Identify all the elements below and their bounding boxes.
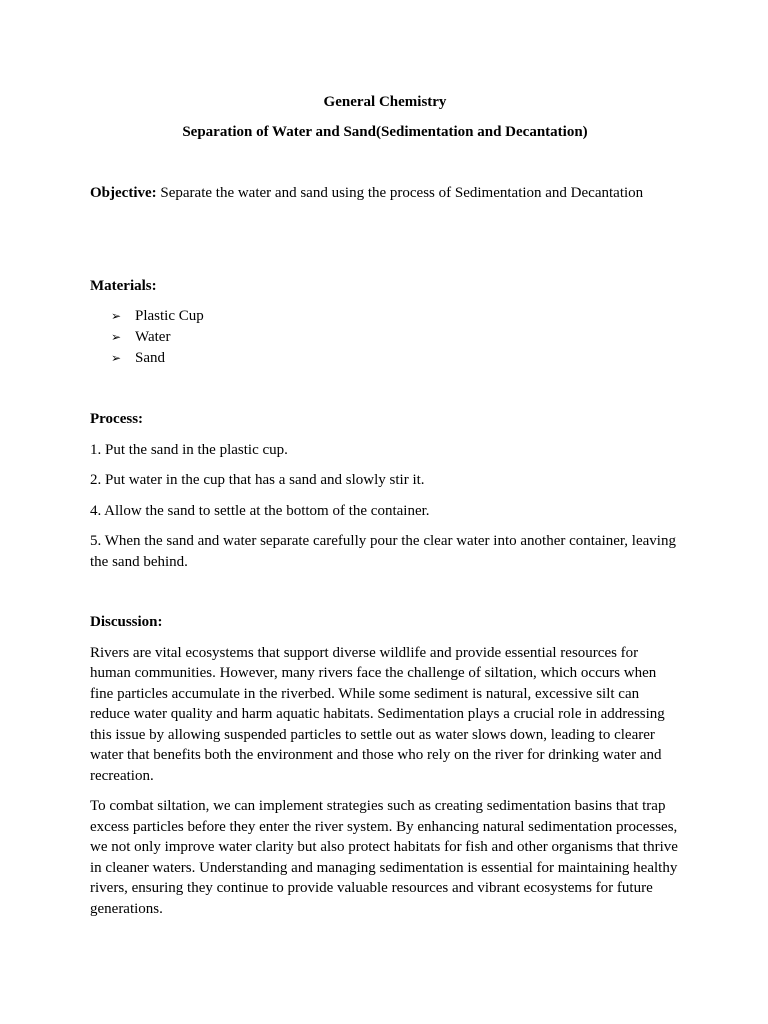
discussion-paragraph: To combat siltation, we can implement strategies such as creating sedimentation basins that trap excess particles before they enter the river system. By enhancing natural sedimentation processes, we not only improve water clarity but also protect habitats for fish and other organisms that thrive in cleaner waters. Understanding and managing sedimentation is essential for maintaining healthy rivers, ensuring they continue to provide valuable resources and vibrant ecosystems for future generations. (90, 798, 678, 917)
arrow-bullet-icon: ➢ (111, 309, 122, 323)
process-step: 4. Allow the sand to settle at the bottom of the container. (90, 502, 430, 519)
document-title: General Chemistry (323, 94, 447, 110)
material-item-label: Sand (135, 349, 165, 366)
process-heading: Process: (90, 411, 144, 428)
objective-text: Separate the water and sand using the process of Sedimentation and Decantation (156, 185, 644, 201)
process-step: 1. Put the sand in the plastic cup. (90, 441, 288, 458)
arrow-bullet-icon: ➢ (111, 329, 122, 344)
document-content (90, 92, 680, 919)
arrow-bullet-icon: ➢ (111, 350, 122, 365)
objective-paragraph (90, 183, 680, 204)
material-item-label: Water (135, 328, 171, 345)
discussion-paragraph: Rivers are vital ecosystems that support diverse wildlife and provide essential resources for human communities. However, many rivers face the challenge of siltation, which occurs when fine particles accumulate in the riverbed. While some sediment is natural, excessive silt can reduce water quality and harm aquatic habitats. Sedimentation plays a crucial role in addressing this issue by allowing suspended particles to settle out as water slows down, leading to clearer water that benefits both the environment and those who rely on the river for drinking water and recreation. (90, 644, 665, 784)
materials-heading: Materials: (90, 277, 157, 294)
objective-label: Objective: (90, 185, 157, 201)
document-subtitle: Separation of Water and Sand(Sedimentation and Decantation) (182, 123, 588, 140)
list-item (90, 306, 680, 327)
material-item-label: Plastic Cup (135, 308, 204, 324)
process-step: 5. When the sand and water separate carefully pour the clear water into another container, leaving the sand behind. (90, 533, 676, 570)
materials-list (90, 306, 680, 368)
discussion-heading: Discussion: (90, 614, 163, 631)
process-step: 2. Put water in the cup that has a sand and slowly stir it. (90, 472, 425, 489)
list-item (90, 327, 680, 348)
list-item (90, 348, 680, 369)
